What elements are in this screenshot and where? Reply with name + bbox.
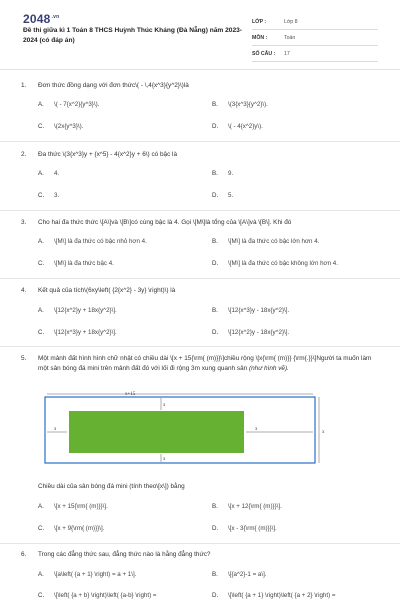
option-4d[interactable]: D. \[12{x^2}y - 18x{y^2}\].	[212, 329, 290, 336]
bottom-gap-label: 3	[163, 456, 166, 461]
option-4c[interactable]: C. \[12{x^3}y + 18x{y^2}\].	[38, 329, 117, 336]
top-gap-label: 3	[163, 402, 166, 407]
question-5-sub: Chiều dài của sân bóng đá mini (tính theo\[x\]) bằng	[38, 483, 185, 490]
football-field	[69, 411, 244, 453]
field-diagram	[43, 391, 376, 467]
option-5a[interactable]: A. \[x + 15{\rm{ (m)}}\].	[38, 503, 108, 510]
option-1a[interactable]: A. \( - 7{x^2}{y^3}\).	[38, 101, 100, 108]
option-3c[interactable]: C. \[M\] là đa thức bậc 4.	[38, 260, 114, 267]
meta-row-count: SỐ CÂU : 17	[252, 46, 378, 62]
question-divider	[0, 278, 400, 279]
exam-title: Đề thi giữa kì 1 Toán 8 THCS Huỳnh Thúc Kháng (Đà Nẵng) năm 2023-2024 (có đáp án)	[23, 27, 242, 44]
option-2a[interactable]: A. 4.	[38, 170, 60, 177]
option-5b[interactable]: B. \[x + 12{\rm{ (m)}}\].	[212, 503, 282, 510]
question-text: Kết quả của tích\(6xy\left( {2{x^2} - 3y} \right)\) là	[38, 287, 176, 294]
question-text: Một mảnh đất hình hình chữ nhật có chiều dài \[x + 15{\rm{ (m)}}\]chiều rộng \[x{\rm{ (m)}} {\rm{.}}\]Người ta muốn làm một sân bóng đá mini trên mảnh đất đó với lối đi rộng 3m xung quanh sân (như hình vẽ).	[38, 355, 372, 372]
question-divider	[0, 543, 400, 544]
question-4: 4. Kết quả của tích\(6xy\left( {2{x^2} - 3y} \right)\) là	[21, 287, 381, 294]
question-text: Đơn thức đồng dạng với đơn thức\( - \,4{x^3}{y^2}\)là	[38, 82, 189, 89]
option-4b[interactable]: B. \[12{x^3}y - 18x{y^2}\].	[212, 307, 290, 314]
option-1d[interactable]: D. \( - 4{x^2}y\).	[212, 123, 263, 130]
option-5d[interactable]: D. \[x - 3{\rm{ (m)}}\].	[212, 525, 277, 532]
option-4a[interactable]: A. \[12{x^2}y + 18x{y^2}\].	[38, 307, 117, 314]
exam-meta	[252, 14, 378, 62]
option-3d[interactable]: D. \[M\] là đa thức có bậc không lớn hơn 4.	[212, 260, 338, 267]
meta-row-class: LỚP : Lớp 8	[252, 14, 378, 30]
option-2d[interactable]: D. 5.	[212, 192, 234, 199]
question-text: Trong các đẳng thức sau, đẳng thức nào là hằng đẳng thức?	[38, 551, 211, 558]
question-divider	[0, 210, 400, 211]
question-6: 6. Trong các đẳng thức sau, đẳng thức nào là hằng đẳng thức?	[21, 551, 381, 558]
meta-row-subject: MÔN : Toán	[252, 30, 378, 46]
option-6b[interactable]: B. \[{a^2}-1 = a\].	[212, 571, 267, 578]
right-gap-label: 3	[255, 426, 258, 431]
question-5: 5. Một mảnh đất hình hình chữ nhật có chiều dài \[x + 15{\rm{ (m)}}\]chiều rộng \[x{\rm{ (m)}} {\rm{.}}\]Người ta muốn làm một sân bóng đá mini trên mảnh đất đó với lối đi rộng 3m xung quanh sân (như hình vẽ).	[21, 354, 381, 374]
option-2b[interactable]: B. 9.	[212, 170, 234, 177]
option-5c[interactable]: C. \[x + 9{\rm{ (m)}}\].	[38, 525, 105, 532]
question-text: Cho hai đa thức thức \[A\]và \[B\]có cùng bậc là 4. Gọi \[M\]là tổng của \[A\]và \[B\]. Khi đó	[38, 219, 292, 226]
width-label: x	[322, 430, 325, 435]
option-1b[interactable]: B. \(3{x^3}{y^2}\).	[212, 101, 268, 108]
length-label: x+15	[125, 392, 136, 397]
option-6d[interactable]: D. \[\left( {a + 1} \right)\left( {a + 2} \right) =	[212, 592, 336, 599]
question-3: 3. Cho hai đa thức thức \[A\]và \[B\]có cùng bậc là 4. Gọi \[M\]là tổng của \[A\]và \[B\]. Khi đó	[21, 219, 381, 226]
option-2c[interactable]: C. 3.	[38, 192, 60, 199]
option-6c[interactable]: C. \[\left( {a + b} \right)\left( {a-b} \right) =	[38, 592, 157, 599]
question-divider	[0, 346, 400, 347]
question-2: 2. Đa thức \(3{x^3}y + {x^5} - 4{x^2}y + 6\) có bậc là	[21, 151, 381, 158]
left-gap-label: 3	[54, 426, 57, 431]
question-divider	[0, 141, 400, 142]
header-divider	[0, 69, 400, 70]
option-6a[interactable]: A. \[a\left( {a + 1} \right) = a + 1\].	[38, 571, 137, 578]
option-3a[interactable]: A. \[M\] là đa thức có bậc nhỏ hơn 4.	[38, 238, 147, 245]
option-1c[interactable]: C. \(2x{y^3}\).	[38, 123, 84, 130]
site-logo[interactable]: $2048^{.vn}$	[23, 12, 60, 26]
page-header	[0, 0, 400, 64]
question-1: 1. Đơn thức đồng dạng với đơn thức\( - \,4{x^3}{y^2}\)là	[21, 82, 381, 89]
option-3b[interactable]: B. \[M\] là đa thức có bậc lớn hơn 4.	[212, 238, 320, 245]
question-text: Đa thức \(3{x^3}y + {x^5} - 4{x^2}y + 6\) có bậc là	[38, 151, 178, 158]
